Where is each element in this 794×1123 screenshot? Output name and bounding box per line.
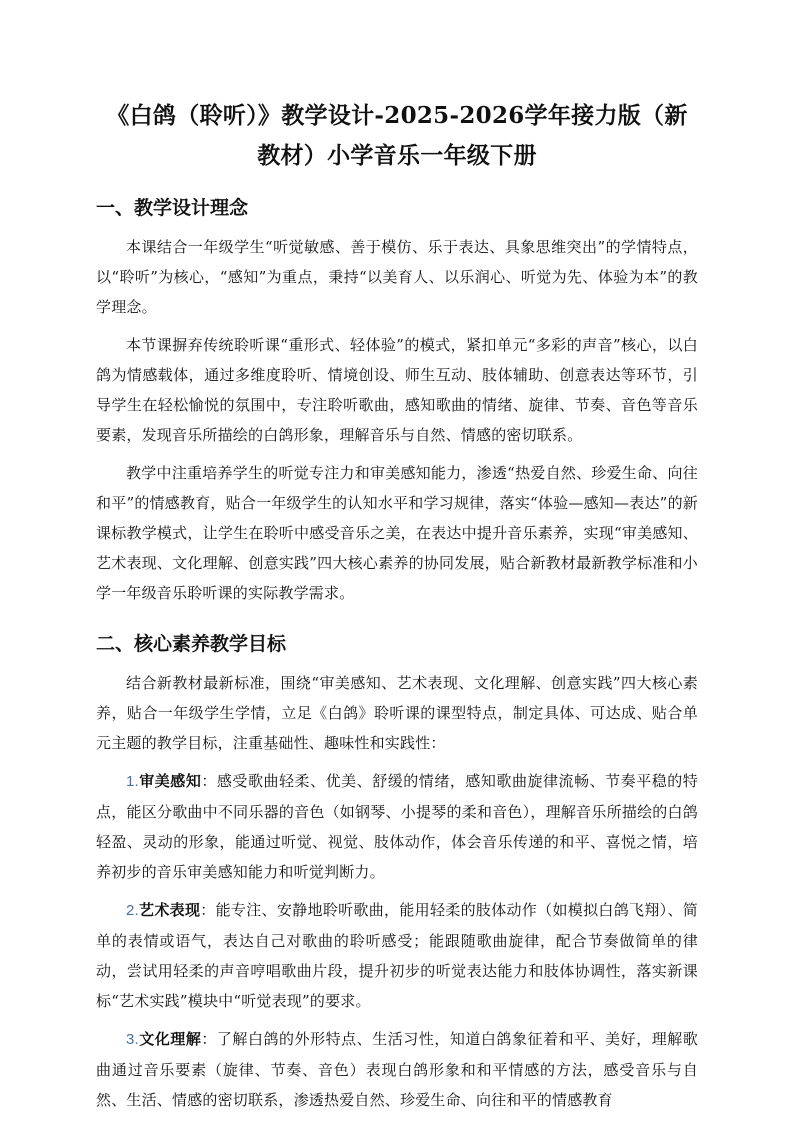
paragraph: 本节课摒弃传统聆听课“重形式、轻体验”的模式，紧扣单元“多彩的声音”核心，以白鸽为情感载体，通过多维度聆听、情境创设、师生互动、肢体辅助、创意表达等环节，引导学生在轻松愉悦的氛围中，专注聆听歌曲，感知歌曲的情绪、旋律、节奏、音色等音乐要素，发现音乐所描绘的白鸽形象，理解音乐与自然、情感的密切联系。: [96, 336, 698, 444]
goal-text: ：了解白鸽的外形特点、生活习性，知道白鸽象征着和平、美好，理解歌曲通过音乐要素（旋律、节奏、音色）表现白鸽形象和和平情感的方法，感受音乐与自然、生活、情感的密切联系，渗透热爱自然、珍爱生命、向往和平的情感教育: [96, 1030, 698, 1109]
goal-text: ：感受歌曲轻柔、优美、舒缓的情绪，感知歌曲旋律流畅、节奏平稳的特点，能区分歌曲中不同乐器的音色（如钢琴、小提琴的柔和音色），理解音乐所描绘的白鸽轻盈、灵动的形象，能通过听觉、视觉、肢体动作，体会音乐传递的和平、喜悦之情，培养初步的音乐审美感知能力和听觉判断力。: [96, 772, 698, 881]
paragraph: 结合新教材最新标准，围绕“审美感知、艺术表现、文化理解、创意实践”四大核心素养，贴合一年级学生学情，立足《白鸽》聆听课的课型特点，制定具体、可达成、贴合单元主题的教学目标，注重基础性、趣味性和实践性：: [96, 674, 698, 752]
document-title: 《白鸽（聆听）》教学设计-2025-2026学年接力版（新教材）小学音乐一年级下册: [106, 102, 688, 169]
section-heading-design-concept: 一、教学设计理念: [96, 197, 249, 219]
goal-text: ：能专注、安静地聆听歌曲，能用轻柔的肢体动作（如模拟白鸽飞翔）、简单的表情或语气，表达自己对歌曲的聆听感受；能跟随歌曲旋律，配合节奏做简单的律动，尝试用轻柔的声音哼唱歌曲片段，提升初步的听觉表达能力和肢体协调性，落实新课标“艺术实践”模块中“听觉表现”的要求。: [96, 901, 698, 1010]
paragraph: 教学中注重培养学生的听觉专注力和审美感知能力，渗透“热爱自然、珍爱生命、向往和平”的情感教育，贴合一年级学生的认知水平和学习规律，落实“体验—感知—表达”的新课标教学模式，让学生在聆听中感受音乐之美，在表达中提升音乐素养，实现“审美感知、艺术表现、文化理解、创意实践”四大核心素养的协同发展，贴合新教材最新教学标准和小学一年级音乐聆听课的实际教学需求。: [96, 464, 698, 602]
section-heading-core-goals: 二、核心素养教学目标: [96, 633, 287, 655]
goal-number: 1.: [126, 773, 139, 790]
goal-item-culture: [96, 1024, 698, 1115]
goal-number: 3.: [126, 1031, 139, 1048]
goal-number: 2.: [126, 902, 139, 919]
goal-label: 文化理解: [138, 1030, 202, 1048]
paragraph: 本课结合一年级学生“听觉敏感、善于模仿、乐于表达、具象思维突出”的学情特点，以“聆听”为核心，“感知”为重点，秉持“以美育人、以乐润心、听觉为先、体验为本”的教学理念。: [96, 238, 698, 316]
goal-item-aesthetic: [96, 766, 698, 887]
goal-label: 审美感知: [138, 772, 202, 790]
goal-item-art-expression: [96, 895, 698, 1016]
goal-label: 艺术表现: [138, 901, 201, 919]
